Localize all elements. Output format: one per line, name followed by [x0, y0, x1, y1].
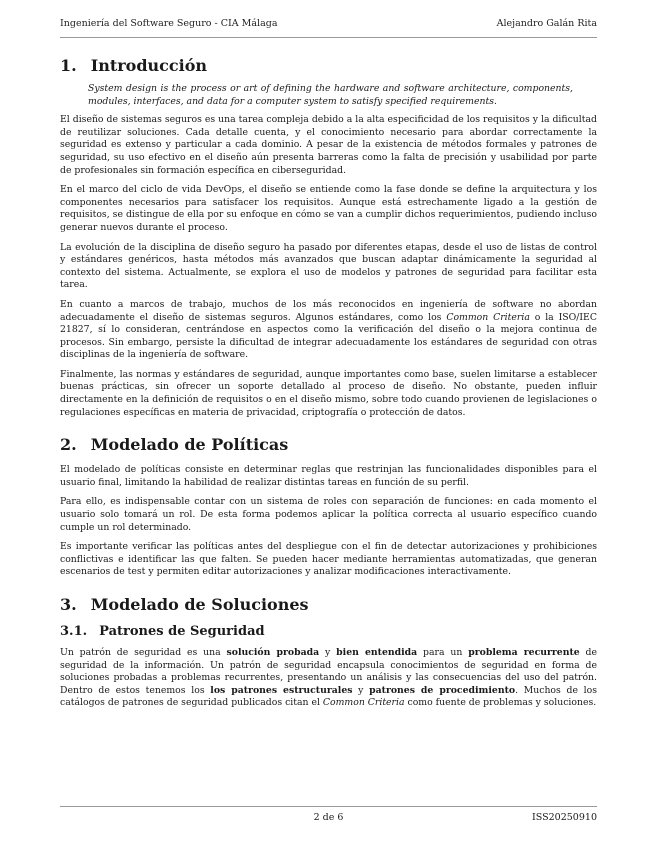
- bold-term: patrones de procedimiento: [369, 684, 516, 696]
- page-content: [60, 56, 597, 717]
- section-heading-2: [60, 435, 597, 454]
- section-number: 2.: [60, 435, 77, 455]
- section-title: Modelado de Soluciones: [90, 595, 309, 614]
- paragraph: Es importante verificar las políticas antes del despliegue con el fin de detectar autorizaciones y prohibiciones conflictivas e identificar las que falten. Se pueden hacer mediante herramientas automatizadas, que generan escenarios de test y permiten editar autorizaciones y analizar modificaciones interactivamente.: [60, 541, 597, 578]
- paragraph: Un patrón de seguridad es una solución probada y bien entendida para un problema recurrente de seguridad de la información. Un patrón de seguridad encapsula conocimientos de seguridad en forma de soluciones probadas a problemas recurrentes, presentando un análisis y las consecuencias del uso del patrón. Dentro de estos tenemos los los patrones estructurales y patrones de procedimiento. Muchos de los catálogos de patrones de seguridad publicados citan el Common Criteria como fuente de problemas y soluciones.: [60, 647, 597, 709]
- paragraph: En cuanto a marcos de trabajo, muchos de los más reconocidos en ingeniería de software no abordan adecuadamente el diseño de sistemas seguros. Algunos estándares, como los Common Criteria o la ISO/IEC 21827, sí lo consideran, centrándose en aspectos como la verificación del diseño o la mejora continua de procesos. Sin embargo, persiste la dificultad de integrar adecuadamente los estándares de seguridad con otras disciplinas de la ingeniería de software.: [60, 298, 597, 361]
- section-number: 3.: [60, 595, 77, 614]
- header-author: Alejandro Galán Rita: [496, 18, 597, 29]
- emphasis: Common Criteria: [322, 697, 405, 709]
- paragraph: El diseño de sistemas seguros es una tarea compleja debido a la alta especificidad de los requisitos y la dificultad de reutilizar soluciones. Cada detalle cuenta, y el conocimiento necesario para abordar correctamente la seguridad es extenso y particular a cada dominio. A pesar de la existencia de métodos formales y patrones de seguridad, su uso efectivo en el diseño aún presenta barreras como la falta de precisión y usabilidad por parte de profesionales sin formación específica en ciberseguridad.: [60, 114, 597, 176]
- header-course: Ingeniería del Software Seguro - CIA Málaga: [60, 18, 278, 29]
- document-code: ISS20250910: [532, 812, 597, 823]
- bold-term: bien entendida: [336, 647, 418, 658]
- section-number: 1.: [60, 56, 77, 75]
- abstract: System design is the process or art of defining the hardware and software architecture, components, modules, interfaces, and data for a computer system to satisfy specified requirements.: [88, 83, 573, 107]
- paragraph: El modelado de políticas consiste en determinar reglas que restrinjan las funcionalidades disponibles para el usuario final, limitando la habilidad de realizar distintas tareas en función de su perfil.: [60, 464, 597, 488]
- emphasis: Common Criteria: [446, 311, 530, 323]
- section-title: Introducción: [90, 56, 207, 75]
- subsection-number: 3.1.: [60, 624, 88, 639]
- page-number: 2 de 6: [313, 812, 344, 823]
- subsection-heading: [60, 624, 597, 639]
- section-heading-1: [60, 56, 597, 75]
- section-title: Modelado de Políticas: [90, 435, 289, 455]
- bold-term: solución probada: [226, 647, 320, 658]
- section-heading-3: [60, 595, 597, 614]
- header-rule: [60, 37, 597, 38]
- paragraph: Finalmente, las normas y estándares de seguridad, aunque importantes como base, suelen limitarse a establecer buenas prácticas, sin ofrecer un soporte detallado al proceso de diseño. No obstante, pueden influir directamente en la definición de requisitos o en el diseño mismo, sobre todo cuando provienen de legislaciones o regulaciones específicas en materia de privacidad, criptografía o protección de datos.: [60, 368, 597, 418]
- subsection-title: Patrones de Seguridad: [99, 624, 265, 639]
- running-header: [60, 18, 597, 29]
- paragraph: Para ello, es indispensable contar con un sistema de roles con separación de funciones: en cada momento el usuario solo tomará un rol. De esta forma podemos aplicar la política correcta al usuario específico cuando cumple un rol determinado.: [60, 496, 597, 533]
- bold-term: los patrones estructurales: [210, 684, 353, 696]
- paragraph: En el marco del ciclo de vida DevOps, el diseño se entiende como la fase donde se define la arquitectura y los componentes necesarios para satisfacer los requisitos. Aunque está estrechamente ligado a la gestión de requisitos, se distingue de ella por su enfoque en cómo se van a cumplir dichos requerimientos, pudiendo incluso generar nuevos durante el proceso.: [60, 184, 597, 233]
- bold-term: problema recurrente: [468, 647, 580, 658]
- footer-rule: [60, 806, 597, 807]
- paragraph: La evolución de la disciplina de diseño seguro ha pasado por diferentes etapas, desde el uso de listas de control y estándares genéricos, hasta métodos más avanzados que buscan adaptar dinámicamente la seguridad al contexto del sistema. Actualmente, se explora el uso de modelos y patrones de seguridad para facilitar esta tarea.: [60, 241, 597, 291]
